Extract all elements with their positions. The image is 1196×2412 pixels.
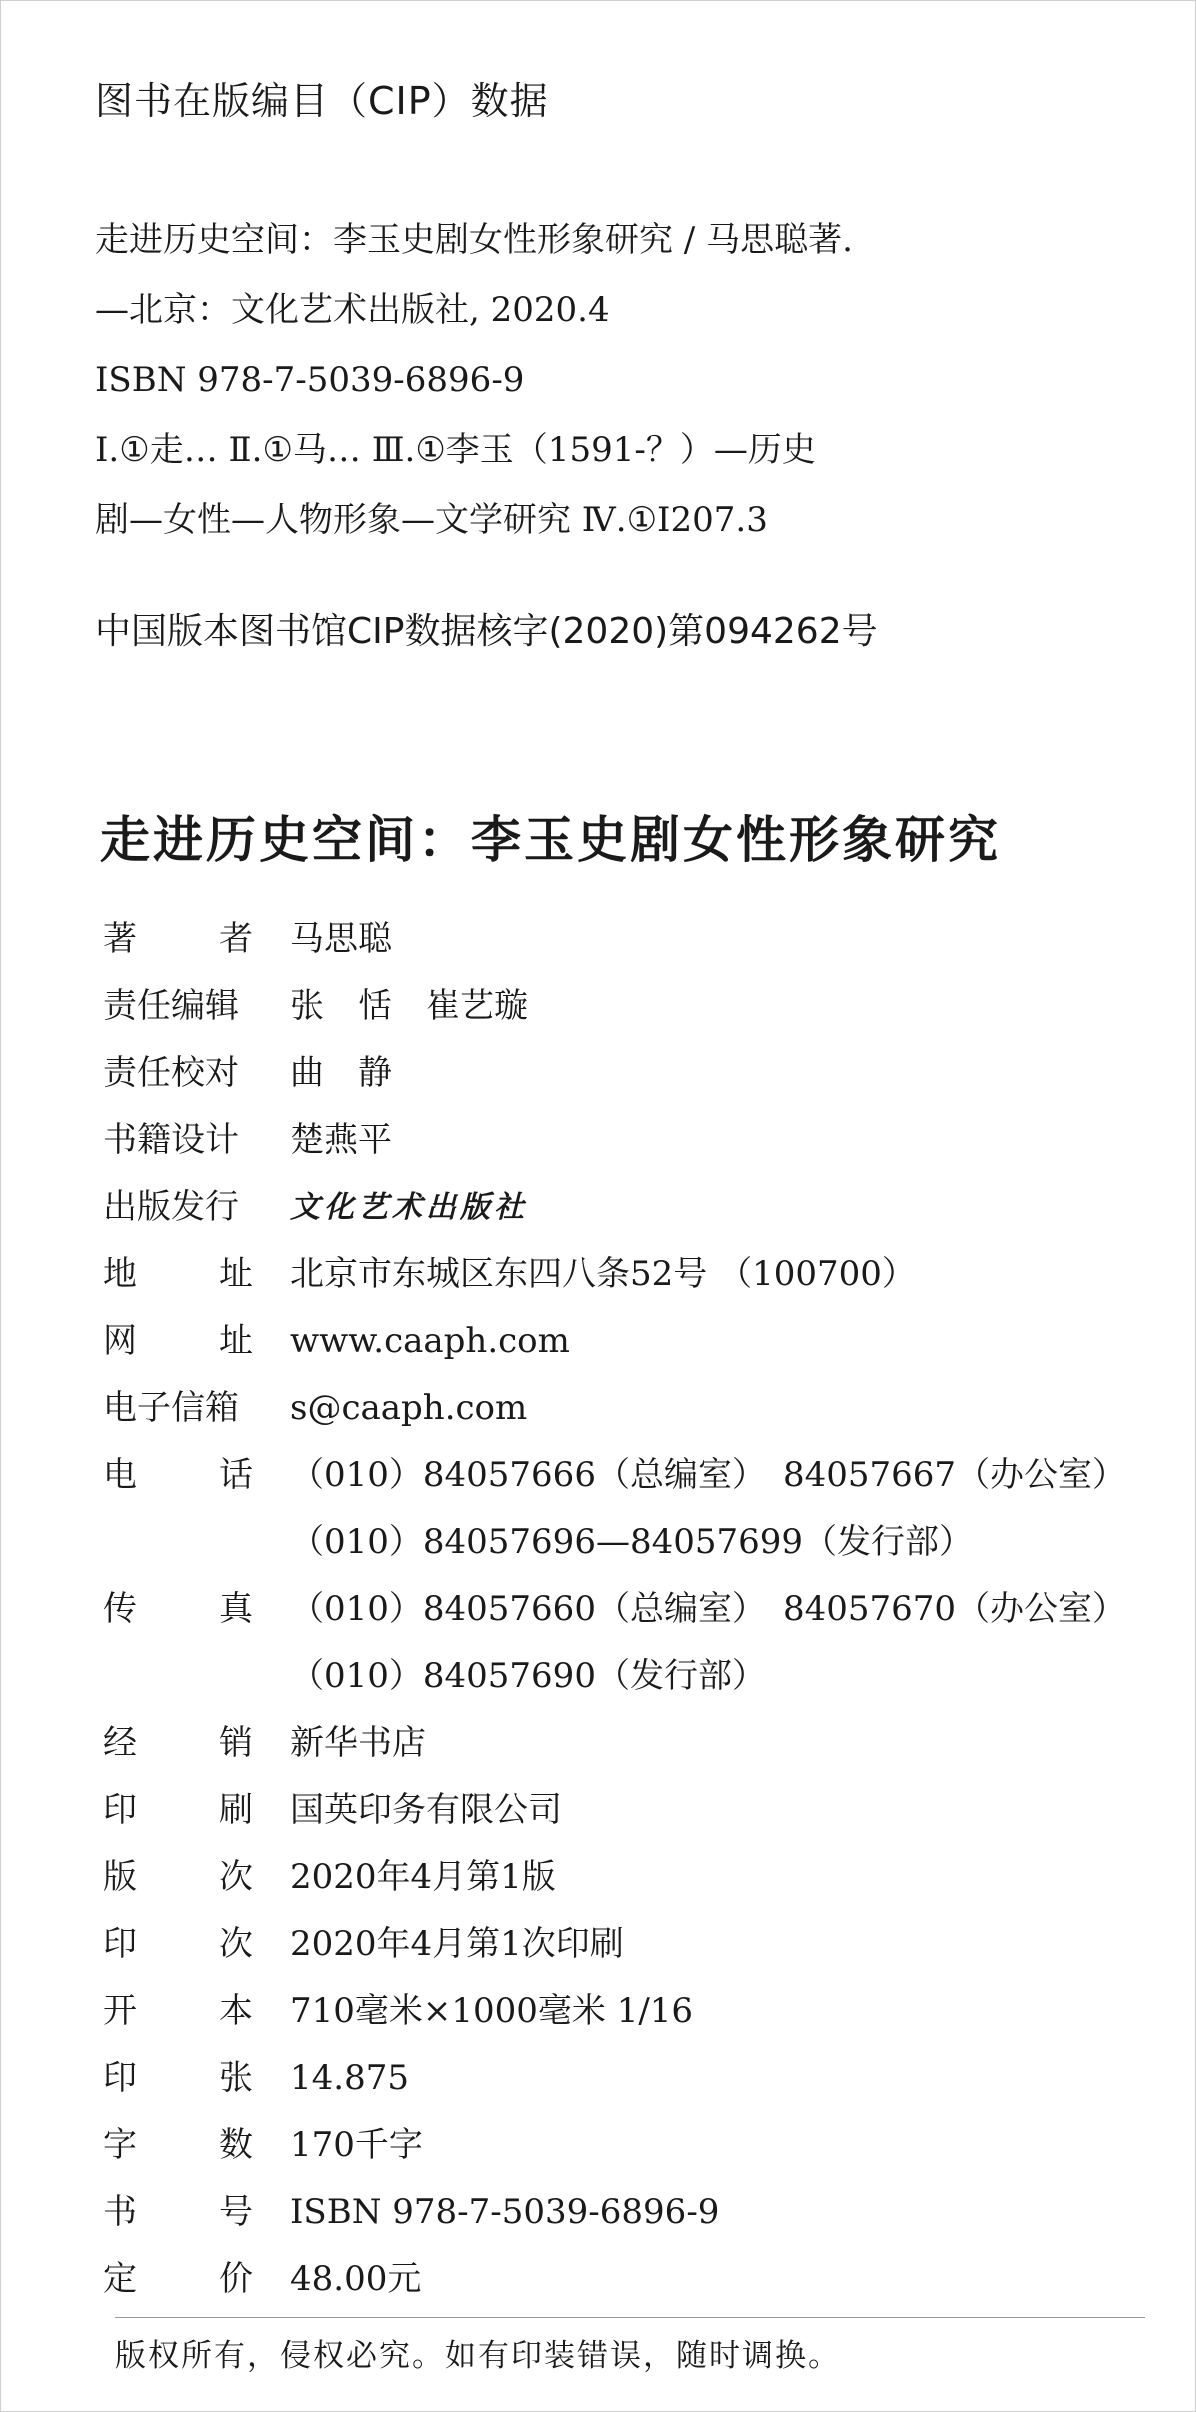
detail-value: www.caaph.com: [290, 1321, 570, 1361]
detail-label: [103, 1308, 253, 1375]
cip-heading: 图书在版编目（CIP）数据: [95, 79, 549, 123]
cip-line-publisher: —北京：文化艺术出版社, 2020.4: [95, 290, 610, 330]
detail-label-part: 网: [103, 1321, 137, 1361]
detail-label: [103, 1911, 253, 1978]
detail-label-part: 真: [219, 1589, 253, 1629]
detail-label-part: 字: [103, 2125, 137, 2165]
detail-label-part: 责任编辑: [103, 986, 239, 1026]
detail-label: [103, 1040, 253, 1107]
detail-label: [103, 2112, 253, 2179]
detail-label-part: 经: [103, 1723, 137, 1763]
cip-line-subjects-cont: 剧—女性—人物形象—文学研究 Ⅳ.①I207.3: [95, 500, 768, 540]
detail-label-part: 开: [103, 1991, 137, 2031]
detail-label: [103, 1442, 253, 1509]
detail-label-part: 电子信箱: [103, 1388, 239, 1428]
detail-label-part: 价: [219, 2259, 253, 2299]
detail-label: [103, 1710, 253, 1777]
detail-label-part: 刷: [219, 1790, 253, 1830]
detail-value: （010）84057696—84057699（发行部）: [290, 1522, 974, 1562]
detail-value: 2020年4月第1次印刷: [290, 1924, 624, 1964]
detail-label: [103, 1844, 253, 1911]
detail-value: （010）84057690（发行部）: [290, 1656, 766, 1696]
detail-label: [103, 1107, 253, 1174]
detail-label-part: 数: [219, 2125, 253, 2165]
detail-value: 48.00元: [290, 2259, 422, 2299]
detail-label-part: 出版发行: [103, 1187, 239, 1227]
footer-divider: [115, 2317, 1145, 2318]
detail-label-part: 话: [219, 1455, 253, 1495]
detail-value: 14.875: [290, 2058, 409, 2098]
detail-value: 文化艺术出版社: [290, 1190, 528, 1225]
cip-line-isbn: ISBN 978-7-5039-6896-9: [95, 360, 525, 400]
detail-label-part: 书籍设计: [103, 1120, 239, 1160]
detail-value: 北京市东城区东四八条52号 （100700）: [290, 1254, 916, 1294]
detail-label: [103, 973, 253, 1040]
detail-label: [103, 1375, 253, 1442]
detail-label-part: 印: [103, 1790, 137, 1830]
detail-label: [103, 2045, 253, 2112]
detail-label: [103, 2179, 253, 2246]
detail-label-part: 印: [103, 2058, 137, 2098]
detail-label-part: 址: [219, 1321, 253, 1361]
cip-line-subjects: Ⅰ.①走… Ⅱ.①马… Ⅲ.①李玉（1591-？）—历史: [95, 430, 816, 470]
detail-label-part: 次: [219, 1857, 253, 1897]
detail-label-part: 书: [103, 2192, 137, 2232]
detail-value: 曲 静: [290, 1053, 392, 1093]
detail-label: [103, 906, 253, 973]
detail-label: [103, 1978, 253, 2045]
detail-label: [103, 1174, 253, 1241]
detail-value: 张 恬 崔艺璇: [290, 986, 528, 1026]
detail-label-part: 号: [219, 2192, 253, 2232]
detail-label-part: 次: [219, 1924, 253, 1964]
detail-value: 710毫米×1000毫米 1/16: [290, 1991, 694, 2031]
detail-value: 马思聪: [290, 919, 392, 959]
detail-label-part: 销: [219, 1723, 253, 1763]
detail-value: 2020年4月第1版: [290, 1857, 556, 1897]
detail-label-part: 印: [103, 1924, 137, 1964]
detail-label: [103, 2246, 253, 2313]
detail-value: 楚燕平: [290, 1120, 392, 1160]
book-title: 走进历史空间：李玉史剧女性形象研究: [100, 811, 1001, 869]
detail-value: s@caaph.com: [290, 1388, 528, 1428]
detail-label-part: 电: [103, 1455, 137, 1495]
cip-line-title: 走进历史空间：李玉史剧女性形象研究 / 马思聪著.: [95, 220, 853, 260]
cip-record: [95, 205, 853, 555]
detail-value: 国英印务有限公司: [290, 1790, 562, 1830]
detail-value: （010）84057660（总编室） 84057670（办公室）: [290, 1589, 1127, 1629]
detail-label-part: 责任校对: [103, 1053, 239, 1093]
detail-value: 170千字: [290, 2125, 423, 2165]
detail-label-part: 地: [103, 1254, 137, 1294]
detail-label-part: 者: [219, 919, 253, 959]
detail-label-part: 传: [103, 1589, 137, 1629]
detail-label: [103, 1777, 253, 1844]
detail-label-part: 址: [219, 1254, 253, 1294]
detail-label-part: 定: [103, 2259, 137, 2299]
detail-label-part: 版: [103, 1857, 137, 1897]
cip-approval-number: 中国版本图书馆CIP数据核字(2020)第094262号: [95, 611, 878, 652]
detail-label-part: 张: [219, 2058, 253, 2098]
detail-value: （010）84057666（总编室） 84057667（办公室）: [290, 1455, 1127, 1495]
detail-label-part: 本: [219, 1991, 253, 2031]
detail-label-part: 著: [103, 919, 137, 959]
copyright-notice: 版权所有，侵权必究。如有印装错误，随时调换。: [115, 2338, 841, 2374]
detail-label: [103, 1576, 253, 1643]
detail-value: ISBN 978-7-5039-6896-9: [290, 2192, 720, 2232]
detail-value: 新华书店: [290, 1723, 426, 1763]
detail-label: [103, 1241, 253, 1308]
